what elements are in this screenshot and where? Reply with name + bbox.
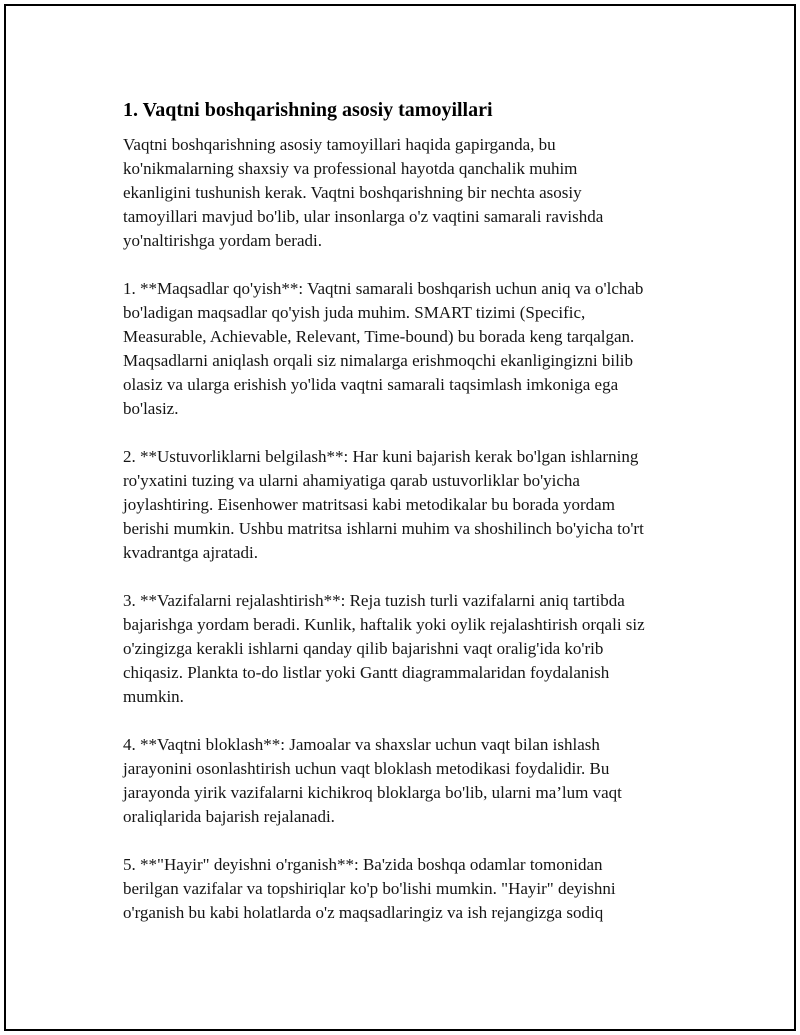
section-heading: 1. Vaqtni boshqarishning asosiy tamoyillari: [123, 99, 493, 121]
text-line: Maqsadlarni aniqlash orqali siz nimalarga erishmoqchi ekanligingizni bilib: [123, 351, 634, 370]
text-line: Vaqtni boshqarishning asosiy tamoyillari haqida gapirganda, bu: [123, 135, 556, 154]
principle-2-paragraph: [123, 445, 702, 565]
text-line: o'zingizga kerakli ishlarni qanday qilib bajarishni vaqt oralig'ida ko'rib: [123, 639, 604, 658]
text-line: o'rganish bu kabi holatlarda o'z maqsadlaringiz va ish rejangizga sodiq: [123, 903, 604, 922]
principle-4-paragraph: [123, 733, 702, 829]
text-line: 5. **"Hayir" deyishni o'rganish**: Ba'zida boshqa odamlar tomonidan: [123, 855, 603, 874]
text-line: yo'naltirishga yordam beradi.: [123, 231, 322, 250]
text-line: berilgan vazifalar va topshiriqlar ko'p bo'lishi mumkin. "Hayir" deyishni: [123, 879, 616, 898]
text-line: jarayonda yirik vazifalarni kichikroq bloklarga bo'lib, ularni ma’lum vaqt: [123, 783, 622, 802]
text-line: oraliqlarida bajarish rejalanadi.: [123, 807, 335, 826]
text-line: bajarishga yordam beradi. Kunlik, haftalik yoki oylik rejalashtirish orqali siz: [123, 615, 645, 634]
text-line: tamoyillari mavjud bo'lib, ular insonlarga o'z vaqtini samarali ravishda: [123, 207, 604, 226]
text-line: bo'lasiz.: [123, 399, 179, 418]
intro-paragraph: [123, 133, 702, 253]
principle-3-paragraph: [123, 589, 702, 709]
text-line: chiqasiz. Plankta to-do listlar yoki Gantt diagrammalaridan foydalanish: [123, 663, 610, 682]
text-line: kvadrantga ajratadi.: [123, 543, 258, 562]
text-line: mumkin.: [123, 687, 184, 706]
text-line: 1. **Maqsadlar qo'yish**: Vaqtni samarali boshqarish uchun aniq va o'lchab: [123, 279, 644, 298]
text-line: 4. **Vaqtni bloklash**: Jamoalar va shaxslar uchun vaqt bilan ishlash: [123, 735, 600, 754]
text-line: olasiz va ularga erishish yo'lida vaqtni samarali taqsimlash imkoniga ega: [123, 375, 619, 394]
text-line: joylashtiring. Eisenhower matritsasi kabi metodikalar bu borada yordam: [123, 495, 615, 514]
text-line: 3. **Vazifalarni rejalashtirish**: Reja tuzish turli vazifalarni aniq tartibda: [123, 591, 625, 610]
text-line: 2. **Ustuvorliklarni belgilash**: Har kuni bajarish kerak bo'lgan ishlarning: [123, 447, 639, 466]
text-line: berishi mumkin. Ushbu matritsa ishlarni muhim va shoshilinch bo'yicha to'rt: [123, 519, 644, 538]
text-line: ko'nikmalarning shaxsiy va professional hayotda qanchalik muhim: [123, 159, 578, 178]
text-line: ro'yxatini tuzing va ularni ahamiyatiga qarab ustuvorliklar bo'yicha: [123, 471, 580, 490]
principle-1-paragraph: [123, 277, 702, 421]
principle-5-paragraph: [123, 853, 702, 925]
document-body: [122, 97, 702, 949]
text-line: jarayonini osonlashtirish uchun vaqt bloklash metodikasi foydalidir. Bu: [123, 759, 610, 778]
text-line: Measurable, Achievable, Relevant, Time-bound) bu borada keng tarqalgan.: [123, 327, 635, 346]
text-line: ekanligini tushunish kerak. Vaqtni boshqarishning bir nechta asosiy: [123, 183, 582, 202]
page-frame: [4, 4, 796, 1031]
text-line: bo'ladigan maqsadlar qo'yish juda muhim. SMART tizimi (Specific,: [123, 303, 586, 322]
